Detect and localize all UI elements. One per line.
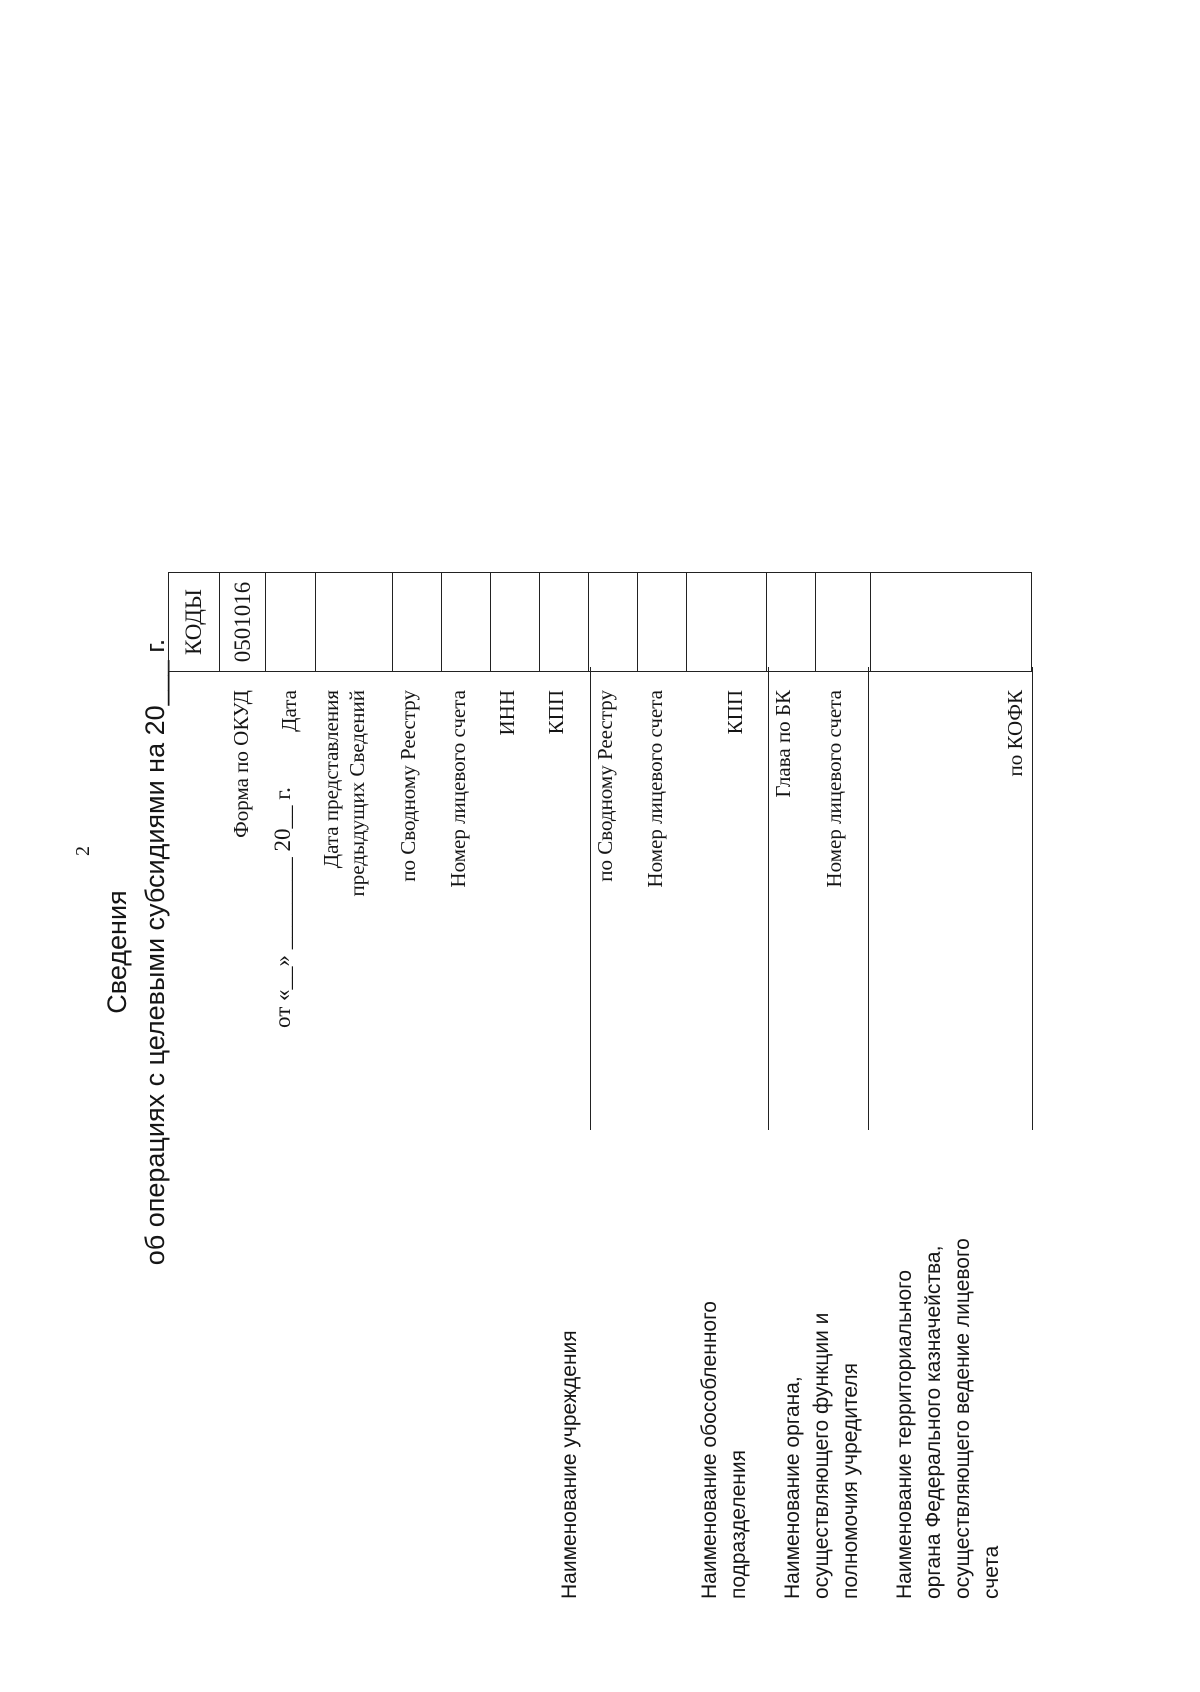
label-institution: Наименование учреждения bbox=[558, 1330, 581, 1599]
code-kpp-2[interactable] bbox=[687, 573, 767, 672]
code-prev-date[interactable] bbox=[316, 573, 393, 672]
label-registry-1: по Сводному Реестру bbox=[396, 690, 420, 882]
label-treasury-body: Наименование территориального органа Федерального казначейства, осуществляющего ведение лицевого счета bbox=[893, 1238, 1003, 1599]
code-date[interactable] bbox=[266, 573, 316, 672]
code-registry-1[interactable] bbox=[393, 573, 442, 672]
label-account-3: Номер лицевого счета bbox=[822, 690, 846, 888]
code-okud: 0501016 bbox=[220, 573, 266, 672]
document-title: Сведения bbox=[102, 890, 132, 1014]
label-chapter-bk: Глава по БК bbox=[771, 690, 795, 798]
report-date-line: от «__» ________ 20__ г. bbox=[270, 787, 295, 1028]
code-account-1[interactable] bbox=[442, 573, 491, 672]
code-kpp-1[interactable] bbox=[540, 573, 589, 672]
label-account-1: Номер лицевого счета bbox=[446, 690, 470, 888]
code-kofk[interactable] bbox=[871, 573, 1032, 672]
label-kpp-1: КПП bbox=[544, 690, 568, 735]
page-number: 2 bbox=[72, 846, 94, 856]
label-inn: ИНН bbox=[495, 690, 519, 736]
founder-body-line[interactable] bbox=[868, 667, 869, 1130]
codes-header: КОДЫ bbox=[169, 573, 220, 672]
label-registry-2: по Сводному Реестру bbox=[593, 690, 617, 882]
label-kofk: по КОФК bbox=[1003, 690, 1027, 777]
label-prev-date-1: Дата представления bbox=[319, 690, 343, 869]
code-inn[interactable] bbox=[491, 573, 540, 672]
label-kpp-2: КПП bbox=[723, 690, 747, 735]
label-date: Дата bbox=[277, 690, 301, 732]
subdivision-line[interactable] bbox=[768, 667, 769, 1130]
code-account-2[interactable] bbox=[638, 573, 687, 672]
label-subdivision: Наименование обособленного подразделения bbox=[698, 1301, 750, 1599]
label-prev-date-2: предыдущих Сведений bbox=[345, 690, 369, 897]
label-account-2: Номер лицевого счета bbox=[643, 690, 667, 888]
code-chapter-bk[interactable] bbox=[767, 573, 816, 672]
code-registry-2[interactable] bbox=[589, 573, 638, 672]
label-okud: Форма по ОКУД bbox=[229, 690, 253, 838]
treasury-body-line[interactable] bbox=[1032, 667, 1033, 1130]
label-founder-body: Наименование органа, осуществляющего функции и полномочия учредителя bbox=[781, 1312, 862, 1599]
document-subtitle: об операциях с целевыми субсидиями на 20___ г. bbox=[140, 638, 170, 1266]
institution-line[interactable] bbox=[590, 667, 591, 1130]
code-account-3[interactable] bbox=[816, 573, 871, 672]
codes-table bbox=[168, 572, 1032, 672]
